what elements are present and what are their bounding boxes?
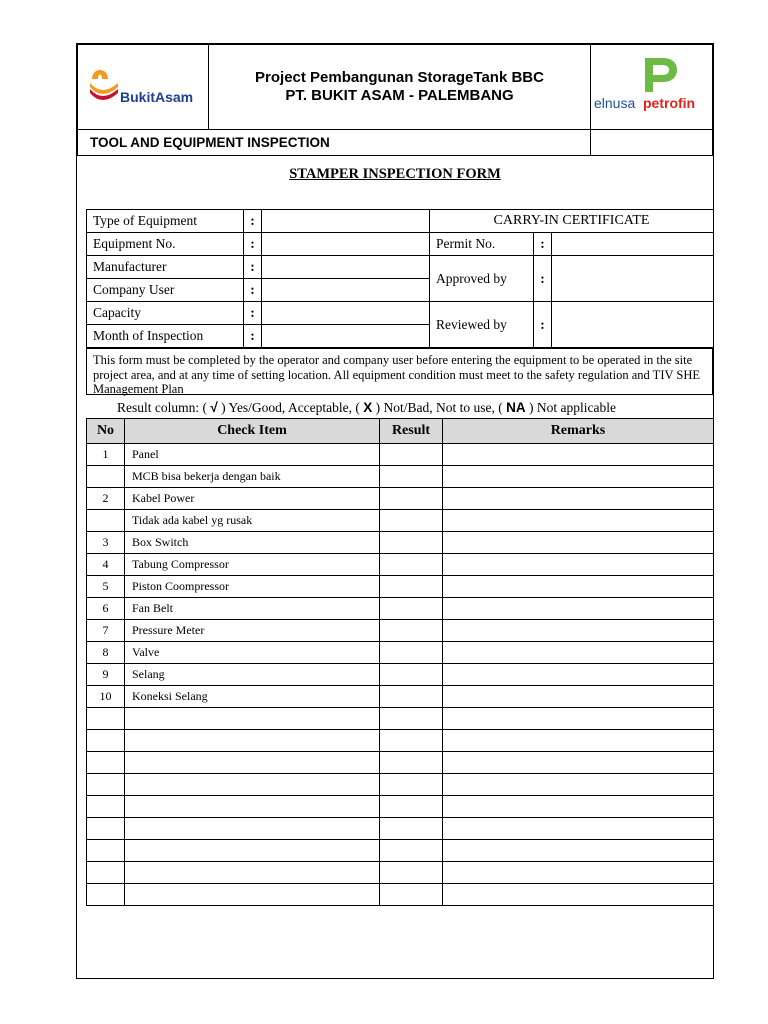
table-row [87, 730, 714, 752]
table-row [87, 598, 714, 620]
result-cell[interactable] [380, 862, 443, 884]
check-item: Fan Belt [125, 598, 380, 620]
equipment-no-label: Equipment No. [87, 233, 244, 256]
result-cell[interactable] [380, 598, 443, 620]
table-row [87, 642, 714, 664]
row-number [87, 884, 125, 906]
bukit-asam-logo-cell [78, 45, 209, 130]
colon: : [534, 233, 552, 256]
na-symbol: NA [506, 400, 526, 415]
table-row [87, 444, 714, 466]
remarks-cell[interactable] [443, 444, 714, 466]
row-number [87, 840, 125, 862]
company-user-label: Company User [87, 279, 244, 302]
capacity-label: Capacity [87, 302, 244, 325]
result-cell[interactable] [380, 576, 443, 598]
remarks-cell[interactable] [443, 466, 714, 488]
row-number: 7 [87, 620, 125, 642]
row-number [87, 510, 125, 532]
manufacturer-field[interactable] [262, 256, 430, 279]
remarks-cell[interactable] [443, 532, 714, 554]
column-header-check-item: Check Item [125, 419, 380, 444]
table-row [87, 818, 714, 840]
table-row [87, 554, 714, 576]
result-cell[interactable] [380, 620, 443, 642]
result-legend-yes: ) Yes/Good, Acceptable, ( [221, 400, 360, 415]
result-cell[interactable] [380, 774, 443, 796]
remarks-cell[interactable] [443, 554, 714, 576]
check-item: Kabel Power [125, 488, 380, 510]
table-row [87, 840, 714, 862]
elnusa-petrofin-logo [591, 52, 712, 122]
table-row [87, 488, 714, 510]
form-header [77, 44, 713, 156]
result-cell[interactable] [380, 796, 443, 818]
table-row [87, 620, 714, 642]
manufacturer-label: Manufacturer [87, 256, 244, 279]
row-number [87, 466, 125, 488]
remarks-cell[interactable] [443, 686, 714, 708]
row-number: 6 [87, 598, 125, 620]
result-cell[interactable] [380, 884, 443, 906]
remarks-cell[interactable] [443, 708, 714, 730]
row-number [87, 730, 125, 752]
row-number: 2 [87, 488, 125, 510]
table-row [87, 510, 714, 532]
row-number: 8 [87, 642, 125, 664]
result-cell[interactable] [380, 664, 443, 686]
check-item: Koneksi Selang [125, 686, 380, 708]
row-number [87, 708, 125, 730]
row-number [87, 752, 125, 774]
result-legend [117, 400, 616, 416]
result-cell[interactable] [380, 466, 443, 488]
check-symbol: √ [210, 400, 218, 415]
approved-by-field[interactable] [552, 256, 714, 302]
remarks-cell[interactable] [443, 796, 714, 818]
checklist-rows [87, 444, 714, 906]
result-legend-na: ) Not applicable [529, 400, 617, 415]
row-number: 1 [87, 444, 125, 466]
result-cell[interactable] [380, 840, 443, 862]
result-legend-no: ) Not/Bad, Not to use, ( [375, 400, 503, 415]
check-item [125, 862, 380, 884]
x-symbol: X [363, 400, 373, 415]
project-title-line-1: Project Pembangunan StorageTank BBC [255, 69, 544, 86]
section-title: TOOL AND EQUIPMENT INSPECTION [78, 130, 591, 156]
remarks-cell[interactable] [443, 862, 714, 884]
row-number: 4 [87, 554, 125, 576]
check-item: Pressure Meter [125, 620, 380, 642]
result-cell[interactable] [380, 510, 443, 532]
table-row [87, 708, 714, 730]
remarks-cell[interactable] [443, 664, 714, 686]
row-number [87, 796, 125, 818]
result-cell[interactable] [380, 730, 443, 752]
capacity-field[interactable] [262, 302, 430, 325]
equipment-info-table [86, 209, 714, 348]
check-item: Box Switch [125, 532, 380, 554]
check-item: Tabung Compressor [125, 554, 380, 576]
permit-no-field[interactable] [552, 233, 714, 256]
column-header-no: No [87, 419, 125, 444]
colon: : [244, 256, 262, 279]
remarks-cell[interactable] [443, 752, 714, 774]
check-item [125, 796, 380, 818]
bukit-asam-logo-text: BukitAsam [120, 89, 194, 105]
table-row [87, 466, 714, 488]
check-item: Valve [125, 642, 380, 664]
table-row [87, 796, 714, 818]
colon: : [244, 233, 262, 256]
result-cell[interactable] [380, 642, 443, 664]
check-item: Piston Coompressor [125, 576, 380, 598]
approved-by-label: Approved by [430, 256, 534, 302]
check-item [125, 884, 380, 906]
table-row [87, 576, 714, 598]
colon: : [534, 302, 552, 348]
row-number [87, 774, 125, 796]
month-of-inspection-field[interactable] [262, 325, 430, 348]
remarks-cell[interactable] [443, 488, 714, 510]
colon: : [244, 325, 262, 348]
elnusa-logo-text: elnusa [594, 95, 636, 111]
row-number: 5 [87, 576, 125, 598]
column-header-remarks: Remarks [443, 419, 714, 444]
carry-in-certificate-heading: CARRY-IN CERTIFICATE [430, 210, 714, 233]
check-item [125, 752, 380, 774]
check-item [125, 730, 380, 752]
column-header-result: Result [380, 419, 443, 444]
reviewed-by-label: Reviewed by [430, 302, 534, 348]
section-title-blank-cell [591, 130, 713, 156]
equipment-no-field[interactable] [262, 233, 430, 256]
remarks-cell[interactable] [443, 774, 714, 796]
company-user-field[interactable] [262, 279, 430, 302]
check-item [125, 708, 380, 730]
table-row [87, 774, 714, 796]
result-cell[interactable] [380, 488, 443, 510]
remarks-cell[interactable] [443, 730, 714, 752]
remarks-cell[interactable] [443, 642, 714, 664]
row-number: 10 [87, 686, 125, 708]
inspection-form-page [76, 43, 714, 979]
type-of-equipment-field[interactable] [262, 210, 430, 233]
remarks-cell[interactable] [443, 884, 714, 906]
check-item: Panel [125, 444, 380, 466]
row-number: 9 [87, 664, 125, 686]
check-item: Tidak ada kabel yg rusak [125, 510, 380, 532]
bukit-asam-logo [78, 57, 206, 117]
table-row [87, 752, 714, 774]
colon: : [244, 302, 262, 325]
remarks-cell[interactable] [443, 598, 714, 620]
row-number: 3 [87, 532, 125, 554]
remarks-cell[interactable] [443, 818, 714, 840]
petrofin-logo-text: petrofin [643, 95, 696, 111]
result-cell[interactable] [380, 818, 443, 840]
table-row [87, 862, 714, 884]
row-number [87, 862, 125, 884]
result-legend-prefix: Result column: ( [117, 400, 207, 415]
check-item [125, 818, 380, 840]
permit-no-label: Permit No. [430, 233, 534, 256]
remarks-cell[interactable] [443, 620, 714, 642]
colon: : [534, 256, 552, 302]
checklist-table [86, 418, 714, 906]
form-instructions: This form must be completed by the operator and company user before entering the equipment to be operated in the site project area, and at any time of setting location. All equipment condition must meet to the safety regulation and TIV SHE Management Plan [86, 348, 713, 395]
check-item [125, 840, 380, 862]
colon: : [244, 279, 262, 302]
table-row [87, 532, 714, 554]
result-cell[interactable] [380, 686, 443, 708]
remarks-cell[interactable] [443, 840, 714, 862]
form-title: STAMPER INSPECTION FORM [289, 166, 501, 182]
result-cell[interactable] [380, 554, 443, 576]
check-item [125, 774, 380, 796]
table-row [87, 664, 714, 686]
check-item: Selang [125, 664, 380, 686]
month-of-inspection-label: Month of Inspection [87, 325, 244, 348]
result-cell[interactable] [380, 752, 443, 774]
project-title-line-2: PT. BUKIT ASAM - PALEMBANG [285, 87, 514, 104]
remarks-cell[interactable] [443, 510, 714, 532]
result-cell[interactable] [380, 532, 443, 554]
result-cell[interactable] [380, 444, 443, 466]
type-of-equipment-label: Type of Equipment [87, 210, 244, 233]
table-row [87, 686, 714, 708]
remarks-cell[interactable] [443, 576, 714, 598]
colon: : [244, 210, 262, 233]
table-row [87, 884, 714, 906]
result-cell[interactable] [380, 708, 443, 730]
project-title-cell [209, 45, 591, 130]
row-number [87, 818, 125, 840]
check-item: MCB bisa bekerja dengan baik [125, 466, 380, 488]
reviewed-by-field[interactable] [552, 302, 714, 348]
elnusa-logo-cell [591, 45, 713, 130]
